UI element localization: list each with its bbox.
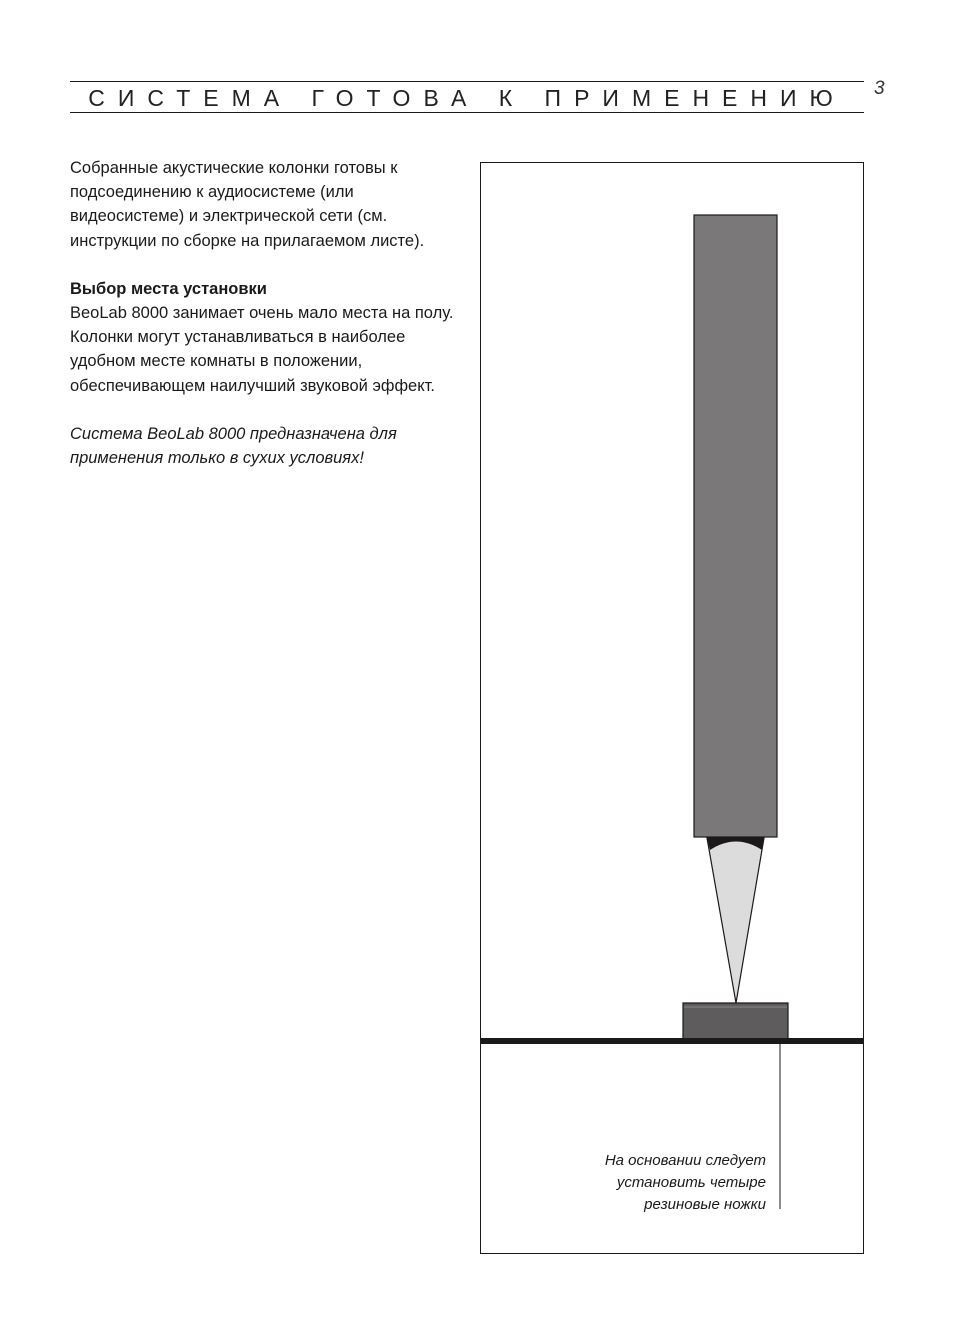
placement-heading: Выбор места установки [70,279,267,298]
speaker-illustration-frame [480,162,864,1254]
speaker-foot [683,1003,788,1039]
speaker-column [694,215,777,837]
page-title: СИСТЕМА ГОТОВА К ПРИМЕНЕНИЮ [88,85,846,111]
speaker-illustration [481,163,863,1253]
dry-conditions-note: Система BeoLab 8000 предназначена для применения только в сухих условиях! [70,424,397,468]
figure-caption: На основании следует установить четыре резиновые ножки [604,1152,766,1213]
header-rule-bottom [70,112,864,113]
speaker-cone [707,838,764,1003]
intro-paragraph: Собранные акустические колонки готовы к подсоединению к аудиосистеме (или видеосистеме) и электрической сети (см. инструкции по сборке на прилагаемом листе). [70,159,425,250]
placement-paragraph: BeoLab 8000 занимает очень мало места на полу. Колонки могут устанавливаться в наиболее удобном месте комнаты в положении, обеспечивающем наилучший звуковой эффект. [70,304,454,395]
header-rule-top [70,81,864,82]
text-column [70,156,470,470]
floor-line [481,1038,863,1044]
page-number: 3 [874,78,885,99]
